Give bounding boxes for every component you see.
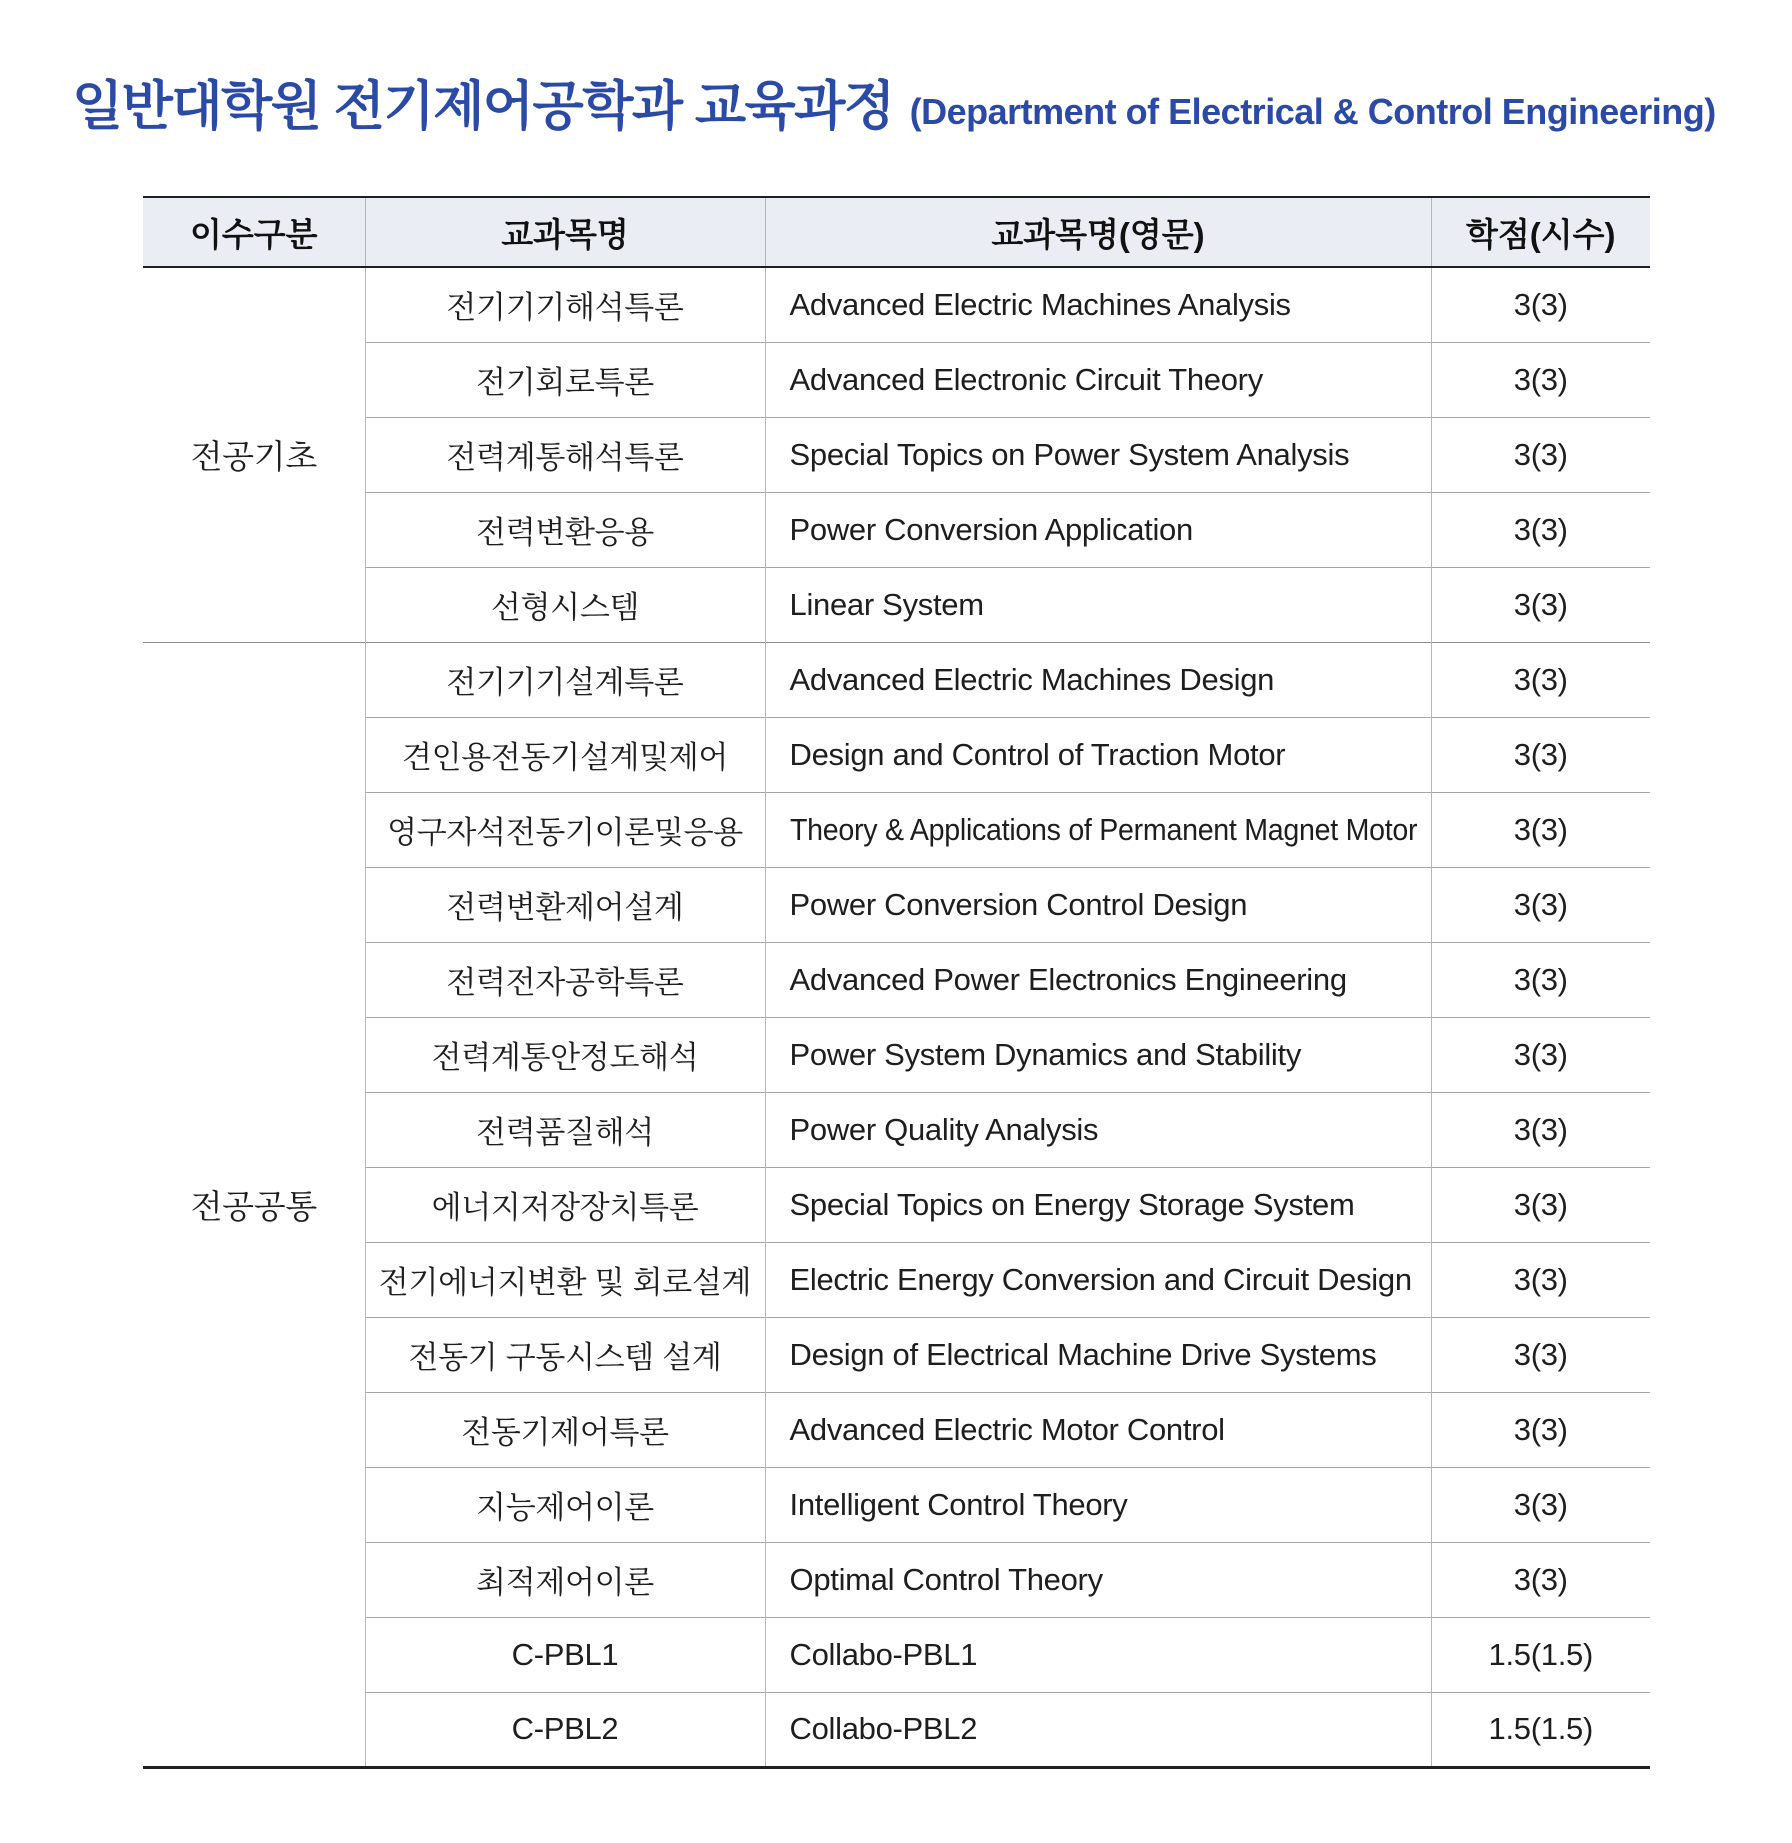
course-name-english-cell (765, 1092, 1431, 1167)
course-name-english-text: Power Conversion Application (789, 511, 1193, 547)
course-name-cell: 전기에너지변환 및 회로설계 (365, 1242, 765, 1317)
course-name-english-cell (765, 1617, 1431, 1692)
course-name-cell: 에너지저장장치특론 (365, 1167, 765, 1242)
course-name-cell: 전력전자공학특론 (365, 942, 765, 1017)
course-name-english-text: Design of Electrical Machine Drive Systems (789, 1336, 1377, 1372)
table-row (143, 1242, 1650, 1317)
course-name-english-text: Advanced Electric Machines Design (789, 661, 1275, 697)
course-name-cell: 지능제어이론 (365, 1467, 765, 1542)
course-name-english-cell (765, 267, 1431, 342)
course-name-english-cell (765, 492, 1431, 567)
course-name-cell: 전력품질해석 (365, 1092, 765, 1167)
course-name-english-text: Special Topics on Power System Analysis (789, 436, 1350, 472)
table-row (143, 1692, 1650, 1767)
table-row (143, 1092, 1650, 1167)
table-header-row (143, 197, 1650, 267)
table-row (143, 417, 1650, 492)
table-row (143, 1617, 1650, 1692)
credit-cell: 3(3) (1431, 1467, 1650, 1542)
credit-cell: 3(3) (1431, 1317, 1650, 1392)
course-name-cell: 전동기제어특론 (365, 1392, 765, 1467)
table-row (143, 1317, 1650, 1392)
course-name-cell: 전력계통안정도해석 (365, 1017, 765, 1092)
course-name-english-text: Power Conversion Control Design (789, 886, 1248, 922)
course-name-cell: 견인용전동기설계및제어 (365, 717, 765, 792)
table-row (143, 567, 1650, 642)
course-name-english-text: Electric Energy Conversion and Circuit Design (789, 1261, 1412, 1297)
course-name-cell: 전력변환응용 (365, 492, 765, 567)
credit-cell: 3(3) (1431, 1167, 1650, 1242)
course-name-cell: 전동기 구동시스템 설계 (365, 1317, 765, 1392)
table-row (143, 1542, 1650, 1617)
credit-cell: 1.5(1.5) (1431, 1617, 1650, 1692)
course-name-english-cell (765, 1167, 1431, 1242)
course-name-cell: C-PBL1 (365, 1617, 765, 1692)
table-row (143, 1392, 1650, 1467)
credit-cell: 3(3) (1431, 792, 1650, 867)
credit-cell: 3(3) (1431, 492, 1650, 567)
table-row (143, 717, 1650, 792)
course-name-english-text: Advanced Electric Motor Control (789, 1411, 1225, 1447)
credit-cell: 3(3) (1431, 642, 1650, 717)
course-name-english-text: Collabo-PBL2 (789, 1711, 978, 1746)
course-name-cell: 전기회로특론 (365, 342, 765, 417)
course-name-english-cell (765, 1392, 1431, 1467)
table-row (143, 1167, 1650, 1242)
course-name-english-cell (765, 1317, 1431, 1392)
course-name-english-cell (765, 1542, 1431, 1617)
category-cell: 전공공통 (143, 642, 365, 1767)
table-row (143, 1467, 1650, 1542)
credit-cell: 3(3) (1431, 342, 1650, 417)
page-title-english: (Department of Electrical & Control Engineering) (909, 91, 1716, 132)
table-row (143, 867, 1650, 942)
course-name-english-cell (765, 342, 1431, 417)
column-header-course-name: 교과목명 (365, 197, 765, 267)
credit-cell: 3(3) (1431, 567, 1650, 642)
course-name-english-text: Theory & Applications of Permanent Magnet Motor (789, 811, 1417, 847)
course-name-cell: 최적제어이론 (365, 1542, 765, 1617)
course-name-english-text: Advanced Power Electronics Engineering (789, 961, 1347, 997)
course-name-english-text: Design and Control of Traction Motor (789, 736, 1286, 772)
course-name-cell: 영구자석전동기이론및응용 (365, 792, 765, 867)
course-name-english-cell (765, 942, 1431, 1017)
credit-cell: 3(3) (1431, 1017, 1650, 1092)
table-row (143, 792, 1650, 867)
credit-cell: 3(3) (1431, 1392, 1650, 1467)
course-name-cell: 선형시스템 (365, 567, 765, 642)
course-name-english-cell (765, 642, 1431, 717)
course-name-cell: 전기기기설계특론 (365, 642, 765, 717)
credit-cell: 3(3) (1431, 942, 1650, 1017)
table-body (143, 267, 1650, 1767)
course-name-english-cell (765, 1017, 1431, 1092)
table-row (143, 342, 1650, 417)
column-header-credits: 학점(시수) (1431, 197, 1650, 267)
table-row (143, 492, 1650, 567)
credit-cell: 3(3) (1431, 267, 1650, 342)
credit-cell: 3(3) (1431, 867, 1650, 942)
course-name-english-text: Advanced Electric Machines Analysis (789, 286, 1291, 322)
course-name-english-text: Intelligent Control Theory (789, 1486, 1128, 1522)
course-name-english-cell (765, 1467, 1431, 1542)
course-name-english-cell (765, 1692, 1431, 1767)
course-name-english-cell (765, 1242, 1431, 1317)
course-name-english-text: Advanced Electronic Circuit Theory (789, 361, 1263, 397)
course-name-english-text: Linear System (789, 586, 984, 622)
table-row (143, 942, 1650, 1017)
credit-cell: 3(3) (1431, 417, 1650, 492)
course-name-english-text: Power System Dynamics and Stability (789, 1036, 1302, 1072)
table-row (143, 642, 1650, 717)
curriculum-table (143, 196, 1650, 1769)
credit-cell: 3(3) (1431, 717, 1650, 792)
course-name-english-text: Power Quality Analysis (789, 1111, 1099, 1147)
column-header-category: 이수구분 (143, 197, 365, 267)
category-cell: 전공기초 (190, 438, 317, 476)
course-name-english-cell (765, 792, 1431, 867)
credit-cell: 3(3) (1431, 1542, 1650, 1617)
course-name-english-cell (765, 717, 1431, 792)
credit-cell: 1.5(1.5) (1431, 1692, 1650, 1767)
course-name-cell: C-PBL2 (365, 1692, 765, 1767)
course-name-english-cell (765, 867, 1431, 942)
table-row (143, 267, 1650, 342)
column-header-course-name-english: 교과목명(영문) (765, 197, 1431, 267)
page-title-korean: 일반대학원 전기제어공학과 교육과정 (72, 77, 894, 136)
course-name-cell: 전기기기해석특론 (365, 267, 765, 342)
course-name-english-text: Optimal Control Theory (789, 1561, 1103, 1597)
course-name-english-text: Collabo-PBL1 (789, 1636, 978, 1672)
course-name-english-text: Special Topics on Energy Storage System (789, 1186, 1355, 1222)
credit-cell: 3(3) (1431, 1092, 1650, 1167)
course-name-cell: 전력계통해석특론 (365, 417, 765, 492)
page-title (72, 64, 1716, 140)
course-name-english-cell (765, 417, 1431, 492)
table-row (143, 1017, 1650, 1092)
credit-cell: 3(3) (1431, 1242, 1650, 1317)
course-name-english-cell (765, 567, 1431, 642)
course-name-cell: 전력변환제어설계 (365, 867, 765, 942)
